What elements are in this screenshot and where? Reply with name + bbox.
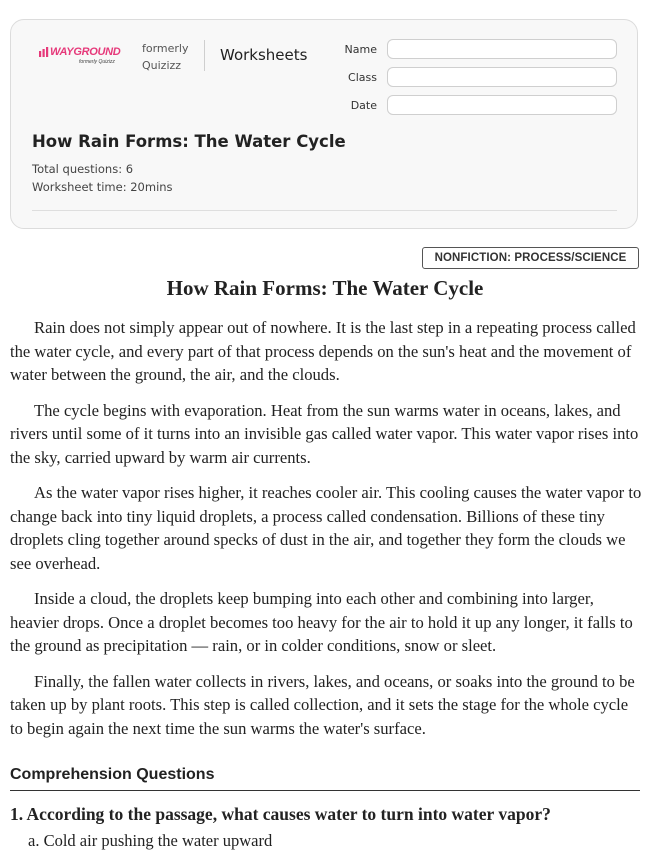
passage-title: How Rain Forms: The Water Cycle [166, 276, 484, 300]
worksheet-title: How Rain Forms: The Water Cycle [32, 132, 346, 151]
header-divider [204, 40, 205, 71]
name-field[interactable] [387, 39, 617, 59]
genre-badge: NONFICTION: PROCESS/SCIENCE [422, 247, 639, 269]
question-1: 1. According to the passage, what causes water to turn into water vapor? [10, 804, 551, 824]
option-bullet: a. [28, 831, 44, 850]
wayground-logo [39, 46, 129, 68]
passage-paragraph: As the water vapor rises higher, it reaches cooler air. This cooling causes the water vapor to change back into tiny liquid droplets, a process called condensation. Billions of these tiny droplets cling together around specks of dust in the air, and together they form the clouds we see overhead. [10, 483, 642, 573]
name-label: Name [344, 43, 377, 56]
date-label: Date [350, 99, 377, 112]
passage-paragraph: The cycle begins with evaporation. Heat from the sun warms water in oceans, lakes, and rivers until some of it turns into an invisible gas called water vapor. This water vapor rises into the sky, carried upward by warm air currents. [10, 400, 639, 467]
option-text: Cold air pushing the water upward [43, 831, 273, 850]
passage-body [10, 316, 643, 752]
comprehension-heading: Comprehension Questions [10, 766, 215, 783]
date-field[interactable] [387, 95, 617, 115]
product-label: Worksheets [220, 46, 308, 64]
passage-paragraph: Rain does not simply appear out of nowhere. It is the last step in a repeating process called the water cycle, and every part of that process depends on the sun's heat and the movement of water between the ground, the air, and the clouds. [10, 318, 636, 384]
worksheet-time: Worksheet time: 20mins [32, 180, 173, 194]
header-card-divider [32, 210, 617, 211]
logo-subtext: formerly Quizizz [79, 59, 115, 65]
class-label: Class [348, 71, 377, 84]
passage-paragraph: Inside a cloud, the droplets keep bumping into each other and combining into larger, heavier drops. Once a droplet becomes too heavy for the air to hold it up any longer, it falls to the ground as precipitation — rain, or in colder conditions, snow or sleet. [10, 589, 633, 655]
logo-wordmark: WAYGROUND [50, 46, 121, 58]
passage-paragraph: Finally, the fallen water collects in rivers, lakes, and oceans, or soaks into the ground to be taken up by plant roots. This step is called collection, and it sets the stage for the whole cycle to begin again the next time the sun warms the water's surface. [10, 671, 635, 738]
total-questions: Total questions: 6 [32, 162, 134, 176]
formerly-quizizz-text: formerly Quizizz [142, 42, 189, 72]
question-1-option-a[interactable] [28, 831, 272, 851]
section-divider [10, 790, 640, 791]
class-field[interactable] [387, 67, 617, 87]
worksheet-header-card [10, 19, 638, 229]
